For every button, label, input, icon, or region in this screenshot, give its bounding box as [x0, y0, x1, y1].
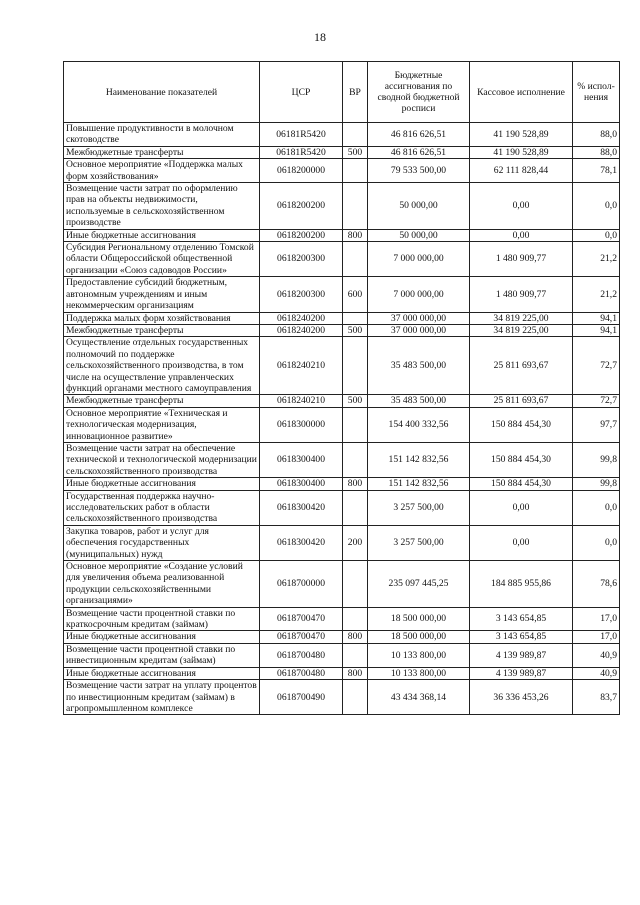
- cell-csr: 06181R5420: [260, 146, 343, 158]
- cell-execution: 34 819 225,00: [470, 324, 573, 336]
- cell-csr: 0618200300: [260, 242, 343, 277]
- cell-vr: 800: [343, 667, 368, 679]
- table-row: [64, 407, 620, 442]
- cell-csr: 0618200200: [260, 183, 343, 230]
- table-row: [64, 123, 620, 147]
- cell-percent: 78,6: [573, 561, 620, 608]
- cell-vr: [343, 242, 368, 277]
- cell-allocation: 10 133 800,00: [368, 667, 470, 679]
- cell-execution: 4 139 989,87: [470, 667, 573, 679]
- cell-vr: 800: [343, 478, 368, 490]
- cell-csr: 0618700000: [260, 561, 343, 608]
- cell-allocation: 18 500 000,00: [368, 607, 470, 631]
- cell-allocation: 46 816 626,51: [368, 123, 470, 147]
- cell-vr: [343, 159, 368, 183]
- cell-vr: [343, 407, 368, 442]
- cell-percent: 78,1: [573, 159, 620, 183]
- cell-percent: 40,9: [573, 667, 620, 679]
- table-header-row: [64, 62, 620, 123]
- cell-percent: 99,8: [573, 478, 620, 490]
- cell-vr: 600: [343, 277, 368, 312]
- cell-vr: [343, 183, 368, 230]
- cell-name: Осуществление отдельных государственных полномочий по поддержке сельскохозяйственного производства, в том числе на осуществление управленческих функций органами местного самоуправления: [64, 337, 260, 395]
- cell-csr: 0618200200: [260, 229, 343, 241]
- cell-csr: 0618200000: [260, 159, 343, 183]
- cell-execution: 1 480 909,77: [470, 277, 573, 312]
- cell-vr: [343, 442, 368, 477]
- cell-execution: 36 336 453,26: [470, 680, 573, 715]
- cell-csr: 0618240210: [260, 395, 343, 407]
- header-vr: ВР: [343, 62, 368, 123]
- table-row: [64, 324, 620, 336]
- table-row: [64, 337, 620, 395]
- cell-percent: 72,7: [573, 395, 620, 407]
- cell-allocation: 79 533 500,00: [368, 159, 470, 183]
- header-allocations: Бюджетные ассигнования по сводной бюджетной росписи: [368, 62, 470, 123]
- cell-percent: 17,0: [573, 607, 620, 631]
- cell-execution: 34 819 225,00: [470, 312, 573, 324]
- cell-allocation: 3 257 500,00: [368, 525, 470, 560]
- cell-vr: [343, 490, 368, 525]
- cell-csr: 0618240210: [260, 337, 343, 395]
- cell-vr: [343, 607, 368, 631]
- cell-allocation: 3 257 500,00: [368, 490, 470, 525]
- table-row: [64, 667, 620, 679]
- cell-name: Межбюджетные трансферты: [64, 146, 260, 158]
- table-row: [64, 607, 620, 631]
- table-row: [64, 561, 620, 608]
- cell-allocation: 46 816 626,51: [368, 146, 470, 158]
- cell-vr: 200: [343, 525, 368, 560]
- cell-allocation: 35 483 500,00: [368, 395, 470, 407]
- cell-name: Основное мероприятие «Техническая и технологическая модернизация, инновационное развитие»: [64, 407, 260, 442]
- cell-csr: 06181R5420: [260, 123, 343, 147]
- cell-percent: 94,1: [573, 324, 620, 336]
- cell-percent: 97,7: [573, 407, 620, 442]
- cell-execution: 150 884 454,30: [470, 478, 573, 490]
- cell-percent: 72,7: [573, 337, 620, 395]
- table-row: [64, 631, 620, 643]
- cell-name: Возмещение части процентной ставки по краткосрочным кредитам (займам): [64, 607, 260, 631]
- cell-allocation: 154 400 332,56: [368, 407, 470, 442]
- cell-csr: 0618700470: [260, 607, 343, 631]
- cell-percent: 83,7: [573, 680, 620, 715]
- cell-execution: 150 884 454,30: [470, 407, 573, 442]
- cell-name: Предоставление субсидий бюджетным, автономным учреждениям и иным некоммерческим организациям: [64, 277, 260, 312]
- cell-vr: 500: [343, 146, 368, 158]
- cell-vr: 500: [343, 324, 368, 336]
- budget-execution-table: [63, 61, 620, 715]
- cell-vr: [343, 312, 368, 324]
- cell-allocation: 18 500 000,00: [368, 631, 470, 643]
- cell-percent: 21,2: [573, 242, 620, 277]
- cell-csr: 0618240200: [260, 324, 343, 336]
- table-row: [64, 680, 620, 715]
- cell-allocation: 7 000 000,00: [368, 242, 470, 277]
- cell-name: Возмещение части затрат на обеспечение технической и технологической модернизации сельскохозяйственного производства: [64, 442, 260, 477]
- cell-percent: 0,0: [573, 490, 620, 525]
- cell-allocation: 10 133 800,00: [368, 643, 470, 667]
- cell-execution: 41 190 528,89: [470, 146, 573, 158]
- cell-csr: 0618700470: [260, 631, 343, 643]
- cell-name: Иные бюджетные ассигнования: [64, 478, 260, 490]
- table-body: [64, 123, 620, 715]
- cell-percent: 17,0: [573, 631, 620, 643]
- cell-name: Повышение продуктивности в молочном скотоводстве: [64, 123, 260, 147]
- cell-name: Межбюджетные трансферты: [64, 324, 260, 336]
- cell-execution: 25 811 693,67: [470, 395, 573, 407]
- cell-execution: 3 143 654,85: [470, 607, 573, 631]
- cell-csr: 0618700490: [260, 680, 343, 715]
- page-number: 18: [314, 30, 326, 44]
- cell-execution: 41 190 528,89: [470, 123, 573, 147]
- cell-allocation: 43 434 368,14: [368, 680, 470, 715]
- cell-csr: 0618300000: [260, 407, 343, 442]
- cell-execution: 184 885 955,86: [470, 561, 573, 608]
- cell-execution: 0,00: [470, 525, 573, 560]
- cell-name: Государственная поддержка научно-исследовательских работ в области сельскохозяйственного производства: [64, 490, 260, 525]
- cell-percent: 94,1: [573, 312, 620, 324]
- cell-name: Иные бюджетные ассигнования: [64, 631, 260, 643]
- cell-percent: 40,9: [573, 643, 620, 667]
- cell-vr: [343, 643, 368, 667]
- header-percent: % испол-нения: [573, 62, 620, 123]
- cell-name: Субсидия Региональному отделению Томской области Общероссийской общественной организации «Союз садоводов России»: [64, 242, 260, 277]
- cell-execution: 1 480 909,77: [470, 242, 573, 277]
- cell-allocation: 235 097 445,25: [368, 561, 470, 608]
- cell-csr: 0618700480: [260, 667, 343, 679]
- cell-name: Основное мероприятие «Поддержка малых форм хозяйствования»: [64, 159, 260, 183]
- cell-allocation: 50 000,00: [368, 229, 470, 241]
- cell-vr: [343, 123, 368, 147]
- table-row: [64, 442, 620, 477]
- table-row: [64, 277, 620, 312]
- table-row: [64, 490, 620, 525]
- cell-name: Поддержка малых форм хозяйствования: [64, 312, 260, 324]
- table-row: [64, 525, 620, 560]
- cell-csr: 0618200300: [260, 277, 343, 312]
- cell-allocation: 50 000,00: [368, 183, 470, 230]
- cell-percent: 88,0: [573, 146, 620, 158]
- cell-allocation: 35 483 500,00: [368, 337, 470, 395]
- cell-name: Возмещение части затрат на уплату процентов по инвестиционным кредитам (займам) в агропромышленном комплексе: [64, 680, 260, 715]
- table-row: [64, 146, 620, 158]
- cell-vr: 500: [343, 395, 368, 407]
- table-row: [64, 478, 620, 490]
- header-execution: Кассовое исполнение: [470, 62, 573, 123]
- cell-allocation: 37 000 000,00: [368, 312, 470, 324]
- cell-csr: 0618240200: [260, 312, 343, 324]
- cell-allocation: 151 142 832,56: [368, 478, 470, 490]
- cell-execution: 62 111 828,44: [470, 159, 573, 183]
- cell-execution: 3 143 654,85: [470, 631, 573, 643]
- cell-execution: 0,00: [470, 183, 573, 230]
- cell-name: Иные бюджетные ассигнования: [64, 667, 260, 679]
- cell-name: Иные бюджетные ассигнования: [64, 229, 260, 241]
- cell-allocation: 151 142 832,56: [368, 442, 470, 477]
- cell-percent: 0,0: [573, 525, 620, 560]
- cell-execution: 0,00: [470, 490, 573, 525]
- table-row: [64, 159, 620, 183]
- cell-name: Основное мероприятие «Создание условий для увеличения объема реализованной продукции сельскохозяйственными организациями»: [64, 561, 260, 608]
- cell-csr: 0618300400: [260, 478, 343, 490]
- cell-execution: 150 884 454,30: [470, 442, 573, 477]
- cell-execution: 0,00: [470, 229, 573, 241]
- cell-vr: 800: [343, 631, 368, 643]
- cell-allocation: 7 000 000,00: [368, 277, 470, 312]
- table-row: [64, 229, 620, 241]
- cell-vr: [343, 561, 368, 608]
- cell-name: Возмещение части затрат по оформлению прав на объекты недвижимости, используемые в сельскохозяйственном производстве: [64, 183, 260, 230]
- cell-percent: 88,0: [573, 123, 620, 147]
- cell-name: Межбюджетные трансферты: [64, 395, 260, 407]
- cell-allocation: 37 000 000,00: [368, 324, 470, 336]
- cell-csr: 0618300400: [260, 442, 343, 477]
- table-row: [64, 395, 620, 407]
- cell-percent: 0,0: [573, 229, 620, 241]
- cell-vr: [343, 680, 368, 715]
- cell-percent: 21,2: [573, 277, 620, 312]
- table-row: [64, 242, 620, 277]
- cell-execution: 4 139 989,87: [470, 643, 573, 667]
- cell-vr: 800: [343, 229, 368, 241]
- table-row: [64, 312, 620, 324]
- header-csr: ЦСР: [260, 62, 343, 123]
- cell-name: Закупка товаров, работ и услуг для обеспечения государственных (муниципальных) нужд: [64, 525, 260, 560]
- cell-csr: 0618700480: [260, 643, 343, 667]
- header-name: Наименование показателей: [64, 62, 260, 123]
- cell-name: Возмещение части процентной ставки по инвестиционным кредитам (займам): [64, 643, 260, 667]
- cell-execution: 25 811 693,67: [470, 337, 573, 395]
- cell-csr: 0618300420: [260, 490, 343, 525]
- table-row: [64, 643, 620, 667]
- cell-percent: 99,8: [573, 442, 620, 477]
- cell-csr: 0618300420: [260, 525, 343, 560]
- cell-vr: [343, 337, 368, 395]
- cell-percent: 0,0: [573, 183, 620, 230]
- table-row: [64, 183, 620, 230]
